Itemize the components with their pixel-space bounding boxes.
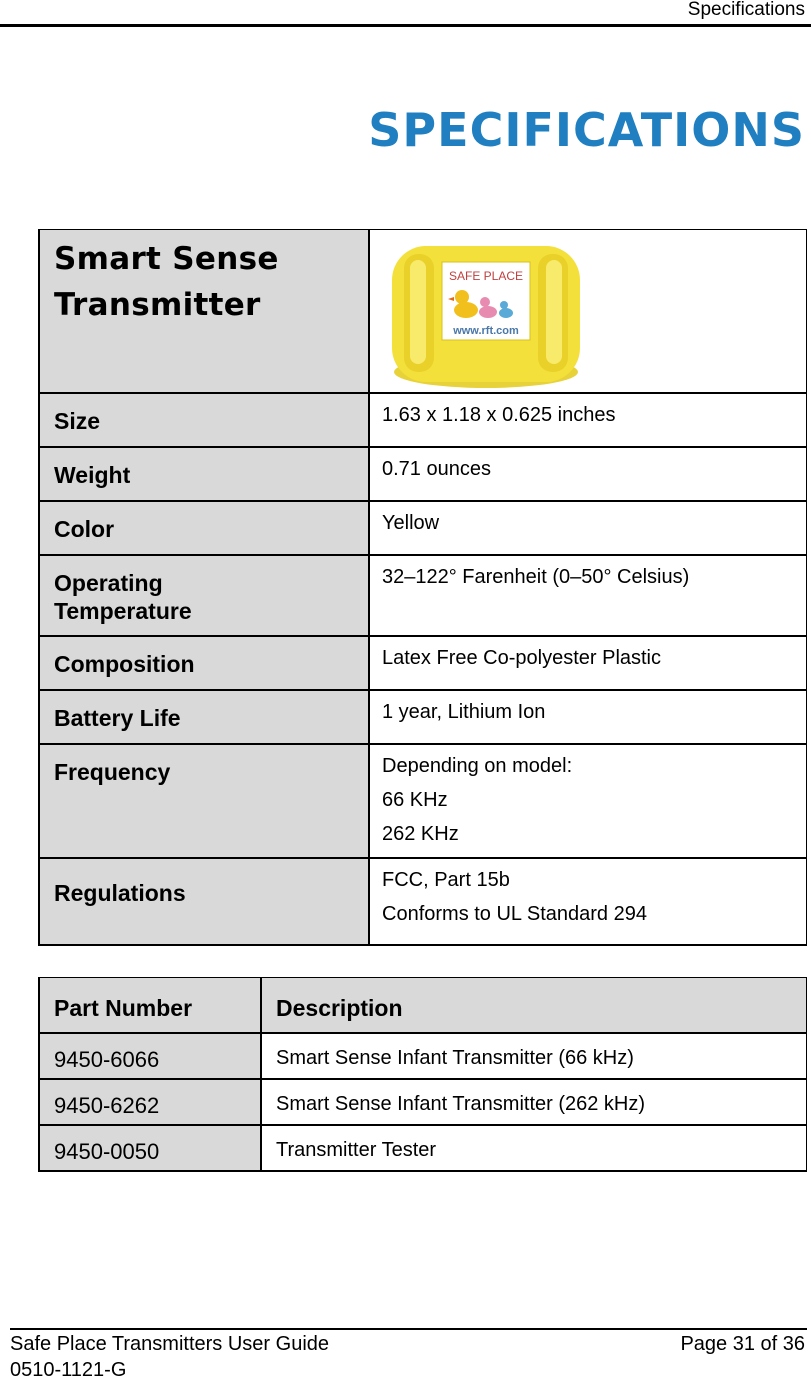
description-cell: Smart Sense Infant Transmitter (262 kHz): [261, 1079, 807, 1125]
spec-value-line: 262 KHz: [382, 823, 459, 845]
footer-page-number: Page 31 of 36: [680, 1333, 805, 1355]
spec-table: [38, 229, 807, 946]
spec-value: [369, 501, 807, 555]
spec-title-row: [39, 230, 807, 394]
spec-value-line: 66 KHz: [382, 789, 448, 811]
spec-label: [39, 447, 369, 501]
spec-label-line: Color: [54, 516, 115, 542]
description-cell: Smart Sense Infant Transmitter (66 kHz): [261, 1033, 807, 1079]
description-cell: Transmitter Tester: [261, 1125, 807, 1171]
spec-value: [369, 744, 807, 858]
spec-label: [39, 393, 369, 447]
spec-value-line: Yellow: [382, 512, 440, 534]
spec-row-composition: [39, 636, 807, 690]
spec-label-line: Frequency: [54, 759, 171, 785]
spec-value: [369, 690, 807, 744]
spec-title-line: Smart Sense: [54, 241, 279, 277]
brand-label: SAFE PLACE: [448, 269, 524, 283]
spec-label-line: Composition: [54, 651, 195, 677]
part-table-header-row: [39, 978, 807, 1034]
spec-value-line: 32–122° Farenheit (0–50° Celsius): [382, 566, 690, 588]
spec-value-line: 1 year, Lithium Ion: [382, 701, 546, 723]
footer-guide-title: Safe Place Transmitters User Guide: [10, 1333, 330, 1355]
spec-value: [369, 447, 807, 501]
spec-label-line: Size: [54, 408, 101, 434]
spec-value-line: FCC, Part 15b: [382, 869, 510, 891]
spec-row-operating-temperature: [39, 555, 807, 636]
spec-row-regulations: [39, 858, 807, 945]
spec-title-cell: [39, 230, 369, 394]
spec-value-line: Depending on model:: [382, 755, 573, 777]
spec-row-color: [39, 501, 807, 555]
url-label: www.rft.com: [453, 325, 519, 337]
spec-label-line: Operating: [54, 570, 163, 596]
footer-doc-number: 0510-1121-G: [10, 1359, 127, 1381]
spec-label-line: Weight: [54, 462, 131, 488]
spec-label-line: Battery Life: [54, 705, 181, 731]
footer-left: [10, 1331, 329, 1383]
spec-label-line: Temperature: [54, 598, 192, 624]
spec-value-line: Latex Free Co-polyester Plastic: [382, 647, 662, 669]
header-rule: [0, 24, 811, 27]
spec-row-size: [39, 393, 807, 447]
spec-value: [369, 393, 807, 447]
spec-label-line: Regulations: [54, 880, 186, 906]
spec-title-line: Transmitter: [54, 287, 261, 323]
spec-value: [369, 555, 807, 636]
footer-rule: [10, 1328, 807, 1330]
part-number-cell: 9450-6066: [39, 1033, 261, 1079]
spec-value: [369, 858, 807, 945]
description-header: Description: [261, 978, 807, 1034]
spec-label: [39, 501, 369, 555]
part-number-cell: 9450-6262: [39, 1079, 261, 1125]
part-number-cell: 9450-0050: [39, 1125, 261, 1171]
spec-row-frequency: [39, 744, 807, 858]
spec-label: [39, 744, 369, 858]
part-table-row: [39, 1033, 807, 1079]
part-number-table: [38, 977, 807, 1172]
spec-label: [39, 858, 369, 945]
spec-value-line: 0.71 ounces: [382, 458, 491, 480]
spec-value: [369, 636, 807, 690]
part-number-header: Part Number: [39, 978, 261, 1034]
product-image-cell: [369, 230, 807, 394]
spec-value-line: 1.63 x 1.18 x 0.625 inches: [382, 404, 616, 426]
spec-label: [39, 636, 369, 690]
spec-label: [39, 555, 369, 636]
spec-value-line: Conforms to UL Standard 294: [382, 903, 647, 925]
part-table-row: [39, 1125, 807, 1171]
spec-label: [39, 690, 369, 744]
running-header: Specifications: [687, 0, 805, 20]
transmitter-image: [386, 240, 586, 390]
page-heading: SPECIFICATIONS: [368, 103, 805, 157]
spec-row-battery-life: [39, 690, 807, 744]
spec-row-weight: [39, 447, 807, 501]
part-table-row: [39, 1079, 807, 1125]
